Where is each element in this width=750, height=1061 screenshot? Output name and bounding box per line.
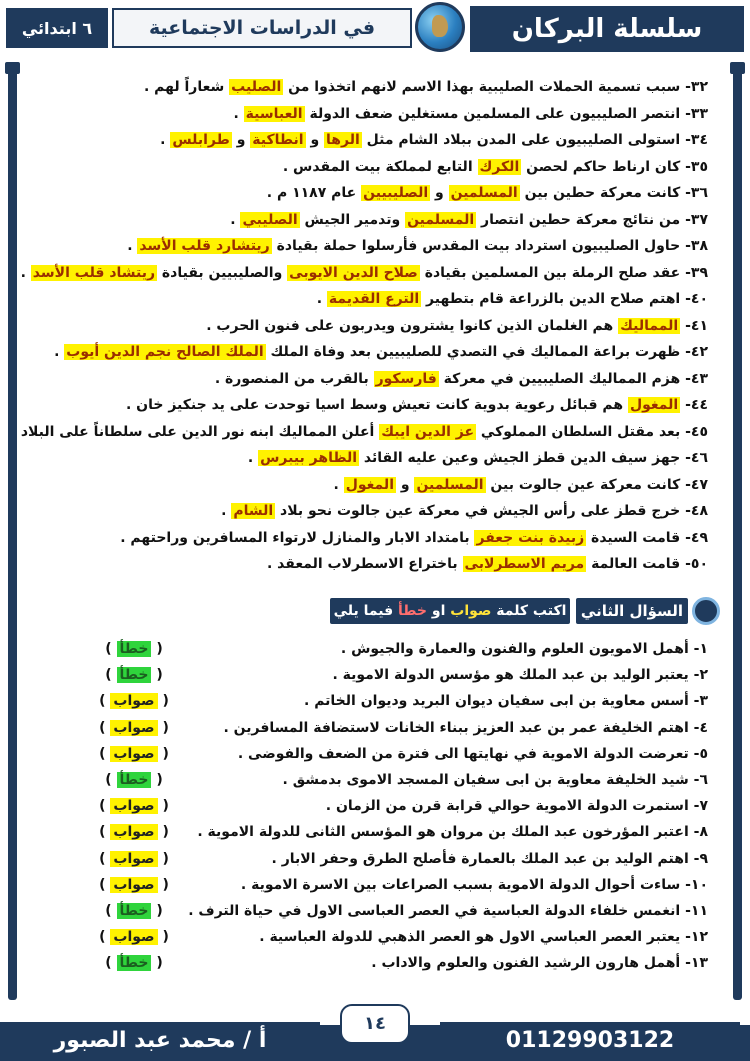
tf-number: ١٢ — [690, 929, 708, 946]
highlighted-answer: المسلمين — [450, 185, 518, 201]
tf-statement: اهتم الوليد بن عبد الملك بالعمارة فأصلح الطرق وحفر الابار . — [271, 850, 689, 867]
question-text: بعد مقتل السلطان المملوكي — [476, 423, 681, 440]
tf-answer-value: صواب — [110, 693, 157, 709]
tf-statement: استمرت الدولة الاموية حوالي قرابة قرن من الزمان . — [325, 798, 689, 815]
question-text: التابع لمملكة بيت المقدس . — [282, 158, 478, 175]
question-text: باختراع الاسطرلاب المعقد . — [266, 556, 463, 572]
highlighted-answer: زبيدة بنت جعفر — [476, 529, 585, 546]
question-text: شعاراً لهم . — [143, 79, 230, 95]
question-item: ٣٣- انتصر الصليبيون على المسلمين مستغلين ضعف الدولة العباسية . — [233, 105, 708, 122]
highlighted-answer: مريم الاسطرلابى — [464, 556, 585, 572]
tf-statement: أسس معاوية بن ابى سفيان ديوان البريد وديوان الخاتم . — [304, 693, 689, 710]
question-number: ٣٣ — [690, 105, 708, 122]
tf-item: ٥- تعرضت الدولة الاموية في نهايتها الى فترة من الضعف والفوضى . — [237, 745, 708, 762]
question-number: ٣٦ — [690, 185, 708, 201]
question-text: . — [316, 291, 327, 307]
highlighted-answer: الصليب — [231, 79, 282, 95]
tf-item: ٢- يعتبر الوليد بن عبد الملك هو مؤسس الدولة الاموية . — [332, 667, 708, 684]
highlighted-answer: الكرك — [479, 158, 520, 175]
question-number: ٤٩ — [690, 529, 708, 546]
question-text: . — [160, 132, 171, 148]
tf-item: ٩- اهتم الوليد بن عبد الملك بالعمارة فأصلح الطرق وحفر الابار . — [271, 850, 708, 867]
question-text: حاول الصليبيون استرداد بيت المقدس فأرسلوا حملة بقيادة — [271, 238, 681, 254]
word-wrong: خطأ — [398, 603, 427, 619]
tf-answer-value: خطأ — [117, 641, 152, 657]
question-text: هم قبائل رعوية بدوية كانت تعيش وسط اسيا توحدت على يد جنكيز خان . — [125, 397, 628, 413]
frame-left-bar — [8, 62, 17, 1000]
tf-statement: اعتبر المؤرخون عبد الملك بن مروان هو المؤسس الثانى للدولة الاموية . — [197, 824, 689, 841]
question-text: عقد صلح الرملة بين المسلمين بقيادة — [419, 264, 681, 281]
tf-item: ٤- اهتم الخليفة عمر بن عبد العزيز ببناء الخانات لاستضافة المسافرين . — [223, 719, 708, 736]
tf-statement: انغمس خلفاء الدولة العباسية في العصر العباسى الاول في حياة الترف . — [188, 902, 681, 919]
question-item: ٣٧- من نتائج معركة حطين انتصار المسلمين وتدمير الجيش الصليبي . — [230, 211, 708, 228]
question-item: ٤١- المماليك هم الغلمان الذين كانوا يشترون ويدربون على فنون الحرب . — [206, 317, 708, 334]
question-text: اهتم صلاح الدين بالزراعة قام بتطهير — [421, 291, 681, 307]
tf-item: ١٣- أهمل هارون الرشيد الفنون والعلوم والاداب . — [371, 955, 708, 972]
tf-answer-value: صواب — [110, 798, 157, 814]
author-name: أ / محمد عبد الصبور — [0, 1022, 320, 1060]
tf-answer: ( خطأ ) — [105, 771, 163, 788]
highlighted-answer: المغول — [629, 397, 679, 413]
tf-number: ٤ — [699, 719, 708, 736]
question-item: ٤٤- المغول هم قبائل رعوية بدوية كانت تعيش وسط اسيا توحدت على يد جنكيز خان . — [125, 397, 708, 413]
question-text: كانت معركة حطين بين — [519, 185, 681, 201]
question-number: ٤٧ — [690, 476, 708, 493]
tf-item: ٧- استمرت الدولة الاموية حوالي قرابة قرن من الزمان . — [325, 798, 708, 815]
page-header — [0, 0, 750, 62]
question-number: ٤٤ — [690, 397, 708, 413]
tf-answer-value: صواب — [110, 824, 157, 840]
question-text: بالقرب من المنصورة . — [214, 370, 374, 387]
question-text: . — [221, 503, 232, 519]
question-number: ٤٦ — [690, 450, 708, 466]
tf-number: ٢ — [699, 667, 708, 684]
tf-answer: ( صواب ) — [99, 850, 169, 867]
highlighted-answer: العباسية — [245, 105, 303, 122]
question-text: و — [396, 476, 415, 493]
tf-answer: ( صواب ) — [99, 876, 169, 893]
question-text: . — [333, 476, 344, 493]
tf-statement: شيد الخليفة معاوية بن ابى سفيان المسجد الاموى بدمشق . — [282, 771, 689, 788]
question-text: قامت السيدة — [586, 529, 681, 546]
tf-statement: ساءت أحوال الدولة الاموية بسبب الصراعات بين الاسرة الاموية . — [240, 876, 681, 893]
tf-answer-value: صواب — [110, 720, 157, 736]
tf-item: ٨- اعتبر المؤرخون عبد الملك بن مروان هو المؤسس الثانى للدولة الاموية . — [197, 824, 708, 841]
tf-answer-value: خطأ — [117, 667, 152, 683]
question-number: ٣٥ — [690, 158, 708, 175]
tf-statement: أهمل هارون الرشيد الفنون والعلوم والاداب . — [371, 955, 681, 972]
tf-statement: تعرضت الدولة الاموية في نهايتها الى فترة من الضعف والفوضى . — [237, 745, 689, 762]
highlighted-answer: المسلمين — [407, 211, 475, 228]
question-item: ٣٤- استولى الصليبيون على المدن ببلاد الشام مثل الرها و انطاكية و طرابلس . — [160, 132, 708, 148]
question-text: سبب تسمية الحملات الصليبية بهذا الاسم لانهم اتخذوا من — [283, 79, 681, 95]
tf-answer: ( صواب ) — [99, 798, 169, 815]
answers-column — [94, 636, 174, 976]
question-text: كان ارناط حاكم لحصن — [521, 158, 681, 175]
highlighted-answer: المغول — [345, 476, 394, 493]
question-number: ٤٨ — [690, 503, 708, 519]
tf-answer: ( صواب ) — [99, 719, 169, 736]
question-item: ٤٠- اهتم صلاح الدين بالزراعة قام بتطهير الترع القديمة . — [316, 291, 708, 307]
phone-number: 01129903122 — [440, 1022, 740, 1060]
tf-answer: ( صواب ) — [99, 745, 169, 762]
question-number: ٣٩ — [690, 264, 708, 281]
question-text: انتصر الصليبيون على المسلمين مستغلين ضعف الدولة — [304, 105, 681, 122]
tf-answer: ( صواب ) — [99, 929, 169, 946]
tf-number: ٦ — [699, 771, 708, 788]
tf-item: ١١- انغمس خلفاء الدولة العباسية في العصر العباسى الاول في حياة الترف . — [188, 902, 708, 919]
question-text: جهز سيف الدين قطز الجيش وعين عليه القائد — [359, 450, 681, 466]
question-text: والصليبيين بقيادة — [157, 264, 288, 281]
tf-number: ١٠ — [690, 876, 708, 893]
tf-answer-value: صواب — [110, 929, 157, 945]
highlighted-answer: ريتشاد قلب الأسد — [32, 264, 156, 281]
question-text: . — [127, 238, 138, 254]
question-item: ٤٦- جهز سيف الدين قطز الجيش وعين عليه القائد الظاهر بيبرس . — [247, 450, 708, 466]
highlighted-answer: الترع القديمة — [328, 291, 420, 307]
grade-label: ٦ ابتدائي — [6, 8, 108, 48]
tf-number: ٩ — [699, 850, 708, 867]
question-item: ٣٩- عقد صلح الرملة بين المسلمين بقيادة صلاح الدين الايوبى والصليبيين بقيادة ريتشاد قلب الأسد . — [20, 264, 708, 281]
tf-statement: اهتم الخليفة عمر بن عبد العزيز ببناء الخانات لاستضافة المسافرين . — [223, 719, 689, 736]
question-text: استولى الصليبيون على المدن ببلاد الشام مثل — [361, 132, 681, 148]
section-bullet-icon — [692, 597, 720, 625]
tf-item: ١٠- ساءت أحوال الدولة الاموية بسبب الصراعات بين الاسرة الاموية . — [240, 876, 708, 893]
page-number: ١٤ — [340, 1004, 410, 1044]
question-item: ٤٧- كانت معركة عين جالوت بين المسلمين و المغول . — [333, 476, 708, 493]
tf-number: ١١ — [690, 902, 708, 919]
frame-right-bar — [733, 62, 742, 1000]
question-number: ٣٤ — [690, 132, 708, 148]
tf-item: ٦- شيد الخليفة معاوية بن ابى سفيان المسجد الاموى بدمشق . — [282, 771, 708, 788]
tf-answer: ( خطأ ) — [105, 667, 163, 684]
section2-instruction — [330, 598, 570, 624]
instruction-suffix: فيما يلي — [333, 603, 399, 619]
question-text: و — [231, 132, 251, 148]
question-number: ٤٢ — [690, 344, 708, 360]
tf-answer-value: خطأ — [117, 903, 152, 919]
question-text: كانت معركة عين جالوت بين — [485, 476, 681, 493]
tf-number: ٨ — [699, 824, 708, 841]
tf-number: ١٣ — [690, 955, 708, 972]
question-text: خرج قطز على رأس الجيش في معركة عين جالوت نحو بلاد — [275, 503, 681, 519]
section2-title: السؤال الثاني — [576, 598, 688, 624]
question-number: ٤١ — [690, 317, 708, 334]
question-text: قامت العالمة — [586, 556, 681, 572]
tf-answer: ( خطأ ) — [105, 902, 163, 919]
question-number: ٣٧ — [690, 211, 708, 228]
highlighted-answer: طرابلس — [172, 132, 230, 148]
question-item: ٤٥- بعد مقتل السلطان المملوكي عز الدين ايبك أعلن المماليك ابنه نور الدين على سلطاناً على البلاد — [20, 423, 708, 440]
question-item: ٣٨- حاول الصليبيون استرداد بيت المقدس فأرسلوا حملة بقيادة ريتشارد قلب الأسد . — [127, 238, 708, 254]
tf-answer: ( خطأ ) — [105, 955, 163, 972]
section2-header — [290, 596, 720, 626]
tf-answer: ( صواب ) — [99, 824, 169, 841]
globe-icon — [415, 2, 465, 52]
question-number: ٤٣ — [690, 370, 708, 387]
question-text: بامتداد الابار والمنازل لارتواء المسافرين وراحتهم . — [120, 529, 475, 546]
series-title: سلسلة البركان — [470, 6, 744, 52]
highlighted-answer: الصليبي — [242, 211, 298, 228]
highlighted-answer: الملك الصالح نجم الدين أيوب — [66, 344, 264, 360]
highlighted-answer: فارسكور — [375, 370, 437, 387]
tf-answer: ( صواب ) — [99, 693, 169, 710]
tf-answer-value: صواب — [110, 851, 157, 867]
highlighted-answer: صلاح الدين الايوبى — [289, 264, 418, 281]
question-text: هزم المماليك الصليبيين في معركة — [438, 370, 681, 387]
highlighted-answer: الظاهر بيبرس — [260, 450, 358, 466]
question-item: ٤٣- هزم المماليك الصليبيين في معركة فارسكور بالقرب من المنصورة . — [214, 370, 708, 387]
true-false-list — [98, 636, 708, 976]
question-text: و — [430, 185, 449, 201]
question-text: . — [247, 450, 259, 466]
question-item: ٣٦- كانت معركة حطين بين المسلمين و الصليبيين عام ١١٨٧ م . — [266, 185, 708, 201]
question-item: ٣٢- سبب تسمية الحملات الصليبية بهذا الاسم لانهم اتخذوا من الصليب شعاراً لهم . — [143, 79, 708, 95]
tf-answer-value: صواب — [110, 877, 157, 893]
question-text: . — [230, 211, 241, 228]
question-text: . — [233, 105, 244, 122]
question-number: ٤٥ — [690, 423, 708, 440]
tf-answer-value: صواب — [110, 746, 157, 762]
instruction-connector: او — [427, 603, 451, 619]
highlighted-answer: الصليبيين — [363, 185, 429, 201]
question-text: ظهرت براعة المماليك في التصدي للصليبيين بعد وفاة الملك — [265, 344, 681, 360]
question-text: عام ١١٨٧ م . — [266, 185, 362, 201]
highlighted-answer: ريتشارد قلب الأسد — [139, 238, 270, 254]
highlighted-answer: انطاكية — [252, 132, 304, 148]
tf-item: ٣- أسس معاوية بن ابى سفيان ديوان البريد وديوان الخاتم . — [304, 693, 708, 710]
question-item: ٤٢- ظهرت براعة المماليك في التصدي للصليبيين بعد وفاة الملك الملك الصالح نجم الدين أيوب . — [54, 344, 708, 360]
tf-statement: يعتبر العصر العباسي الاول هو العصر الذهبي للدولة العباسية . — [259, 929, 681, 946]
tf-item: ١٢- يعتبر العصر العباسي الاول هو العصر الذهبي للدولة العباسية . — [259, 929, 708, 946]
question-number: ٣٨ — [690, 238, 708, 254]
tf-statement: يعتبر الوليد بن عبد الملك هو مؤسس الدولة الاموية . — [332, 667, 689, 684]
tf-number: ٧ — [699, 798, 708, 815]
question-text: وتدمير الجيش — [299, 211, 406, 228]
tf-number: ١ — [699, 641, 708, 657]
question-text: و — [305, 132, 325, 148]
question-text: من نتائج معركة حطين انتصار — [476, 211, 681, 228]
tf-answer-value: خطأ — [117, 772, 152, 788]
highlighted-answer: الرها — [326, 132, 360, 148]
question-number: ٣٢ — [690, 79, 708, 95]
question-text: . — [20, 264, 31, 281]
question-text: . — [54, 344, 65, 360]
tf-number: ٣ — [699, 693, 708, 710]
instruction-prefix: اكتب كلمة — [491, 603, 567, 619]
highlighted-answer: المسلمين — [416, 476, 484, 493]
question-number: ٥٠ — [690, 556, 708, 572]
word-correct: صواب — [450, 603, 492, 619]
tf-statement: أهمل الامويون العلوم والفنون والعمارة والجيوش . — [340, 641, 689, 657]
question-item: ٤٨- خرج قطز على رأس الجيش في معركة عين جالوت نحو بلاد الشام . — [221, 503, 708, 519]
question-item: ٣٥- كان ارناط حاكم لحصن الكرك التابع لمملكة بيت المقدس . — [282, 158, 708, 175]
question-item: ٥٠- قامت العالمة مريم الاسطرلابى باختراع الاسطرلاب المعقد . — [266, 556, 708, 572]
tf-answer-value: خطأ — [117, 955, 152, 971]
tf-item: ١- أهمل الامويون العلوم والفنون والعمارة والجيوش . — [340, 641, 708, 657]
tf-answer: ( خطأ ) — [105, 641, 163, 657]
subject-title: في الدراسات الاجتماعية — [112, 8, 412, 48]
questions-list — [20, 74, 708, 578]
question-text: أعلن المماليك ابنه نور الدين على سلطاناً على البلاد — [20, 423, 380, 440]
question-item: ٤٩- قامت السيدة زبيدة بنت جعفر بامتداد الابار والمنازل لارتواء المسافرين وراحتهم . — [120, 529, 708, 546]
tf-number: ٥ — [699, 745, 708, 762]
highlighted-answer: المماليك — [620, 317, 679, 334]
highlighted-answer: الشام — [233, 503, 274, 519]
highlighted-answer: عز الدين ايبك — [381, 423, 475, 440]
question-text: هم الغلمان الذين كانوا يشترون ويدربون على فنون الحرب . — [206, 317, 619, 334]
question-number: ٤٠ — [690, 291, 708, 307]
